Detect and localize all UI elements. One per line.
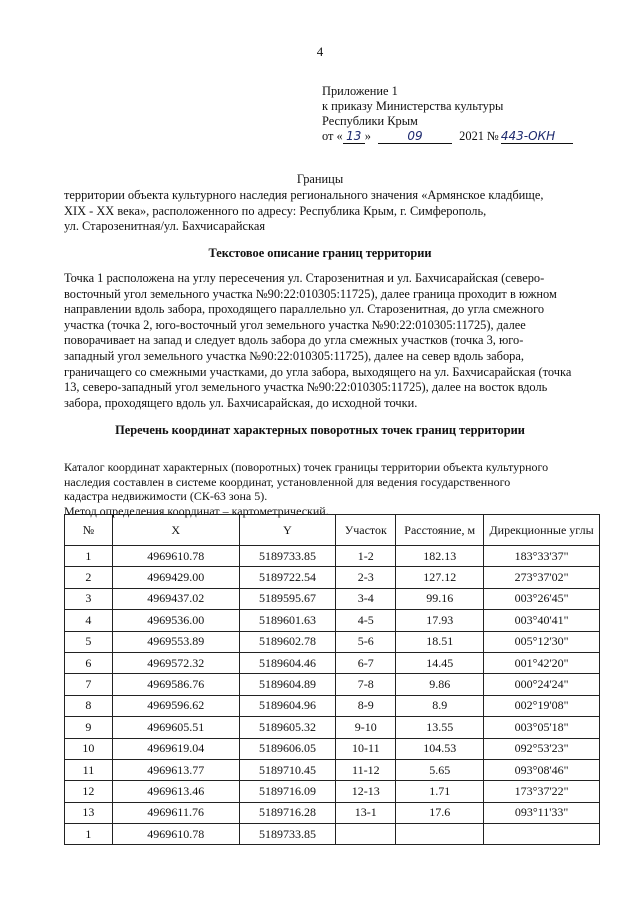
coordinates-table xyxy=(64,514,600,845)
cell-segment: 9-10 xyxy=(336,717,396,738)
cell-x: 4969596.62 xyxy=(112,695,239,716)
boundary-description xyxy=(64,271,594,411)
cell-x: 4969437.02 xyxy=(112,588,239,609)
catalog-line: наследия составлен в системе координат, установленной для ведения государственного xyxy=(64,474,511,489)
title-description xyxy=(64,188,594,235)
cell-bearing: 003°40'41" xyxy=(484,610,600,631)
cell-x: 4969610.78 xyxy=(112,546,239,567)
table-body xyxy=(65,546,600,845)
cell-x: 4969613.46 xyxy=(112,781,239,802)
header-number: № xyxy=(65,515,113,546)
cell-x: 4969429.00 xyxy=(112,567,239,588)
appendix-line-3: Республики Крым xyxy=(322,114,418,128)
cell-bearing: 003°26'45" xyxy=(484,588,600,609)
header-x: X xyxy=(112,515,239,546)
cell-number: 2 xyxy=(65,567,113,588)
cell-distance: 8.9 xyxy=(396,695,484,716)
header-segment: Участок xyxy=(336,515,396,546)
cell-bearing: 005°12'30" xyxy=(484,631,600,652)
cell-bearing: 092°53'23" xyxy=(484,738,600,759)
cell-segment: 2-3 xyxy=(336,567,396,588)
cell-distance: 1.71 xyxy=(396,781,484,802)
cell-segment: 11-12 xyxy=(336,759,396,780)
cell-segment: 3-4 xyxy=(336,588,396,609)
cell-bearing: 273°37'02" xyxy=(484,567,600,588)
cell-number: 6 xyxy=(65,652,113,673)
cell-y: 5189606.05 xyxy=(239,738,336,759)
cell-bearing: 093°08'46" xyxy=(484,759,600,780)
cell-x: 4969611.76 xyxy=(112,802,239,823)
cell-bearing: 003°05'18" xyxy=(484,717,600,738)
cell-y: 5189710.45 xyxy=(239,759,336,780)
description-line: направлении вдоль забора, проходящего параллельно ул. Старозенитная, до угла смежного xyxy=(64,302,545,317)
cell-number: 9 xyxy=(65,717,113,738)
cell-bearing: 002°19'08" xyxy=(484,695,600,716)
cell-distance xyxy=(396,824,484,845)
cell-segment: 4-5 xyxy=(336,610,396,631)
table-row xyxy=(65,824,600,845)
header-bearing: Дирекционные углы xyxy=(484,515,600,546)
description-line: граничащего со смежными участками, до угла забора, выходящего на ул. Бахчисарайская (точка xyxy=(64,364,572,379)
cell-x: 4969610.78 xyxy=(112,824,239,845)
page-number: 4 xyxy=(316,44,324,59)
cell-y: 5189604.46 xyxy=(239,652,336,673)
section-heading-description: Текстовое описание границ территории xyxy=(208,246,432,260)
table-row xyxy=(65,738,600,759)
cell-number: 12 xyxy=(65,781,113,802)
document-title: Границы xyxy=(296,172,344,186)
table-row xyxy=(65,588,600,609)
cell-distance: 9.86 xyxy=(396,674,484,695)
header-y: Y xyxy=(239,515,336,546)
description-line: поворачивает на запад и следует вдоль забора до угла смежных участков (точка 3, юго- xyxy=(64,333,524,348)
cell-segment: 10-11 xyxy=(336,738,396,759)
cell-segment xyxy=(336,824,396,845)
order-number: 443-ОКН xyxy=(501,130,573,144)
description-line: забора, проходящего вдоль ул. Бахчисарайская, до исходной точки. xyxy=(64,395,418,410)
cell-number: 4 xyxy=(65,610,113,631)
cell-distance: 18.51 xyxy=(396,631,484,652)
cell-y: 5189605.32 xyxy=(239,717,336,738)
cell-y: 5189733.85 xyxy=(239,824,336,845)
date-month: 09 xyxy=(378,130,452,144)
description-line: западный угол земельного участка №90:22:010305:11725), далее на север вдоль забора, xyxy=(64,348,524,363)
date-day: 13 xyxy=(343,130,365,144)
catalog-line: кадастра недвижимости (СК-63 зона 5). xyxy=(64,489,268,504)
cell-y: 5189601.63 xyxy=(239,610,336,631)
description-line: участка (точка 2, юго-восточный угол земельного участка №90:22:010305:11725), далее xyxy=(64,317,526,332)
cell-segment: 8-9 xyxy=(336,695,396,716)
header-distance: Расстояние, м xyxy=(396,515,484,546)
cell-distance: 14.45 xyxy=(396,652,484,673)
date-prefix: от « xyxy=(322,129,343,143)
cell-segment: 5-6 xyxy=(336,631,396,652)
cell-distance: 17.6 xyxy=(396,802,484,823)
table-row xyxy=(65,567,600,588)
table-row xyxy=(65,781,600,802)
cell-distance: 104.53 xyxy=(396,738,484,759)
description-line: восточный угол земельного участка №90:22:010305:11725), далее граница проходит в южном xyxy=(64,286,557,301)
cell-y: 5189716.28 xyxy=(239,802,336,823)
cell-number: 1 xyxy=(65,824,113,845)
appendix-line-2: к приказу Министерства культуры xyxy=(322,99,504,113)
section-heading-coordinates: Перечень координат характерных поворотных точек границ территории xyxy=(115,423,525,437)
description-line: Точка 1 расположена на углу пересечения ул. Старозенитная и ул. Бахчисарайская (северо- xyxy=(64,271,545,285)
catalog-line: Метод определения координат – картометрический. xyxy=(64,503,329,518)
appendix-block xyxy=(322,84,573,144)
cell-segment: 1-2 xyxy=(336,546,396,567)
cell-bearing xyxy=(484,824,600,845)
cell-bearing: 093°11'33" xyxy=(484,802,600,823)
cell-y: 5189604.96 xyxy=(239,695,336,716)
appendix-line-1: Приложение 1 xyxy=(322,84,398,98)
cell-x: 4969553.89 xyxy=(112,631,239,652)
cell-segment: 6-7 xyxy=(336,652,396,673)
cell-y: 5189604.89 xyxy=(239,674,336,695)
cell-segment: 12-13 xyxy=(336,781,396,802)
cell-distance: 5.65 xyxy=(396,759,484,780)
table-row xyxy=(65,674,600,695)
table-row xyxy=(65,631,600,652)
cell-segment: 13-1 xyxy=(336,802,396,823)
cell-x: 4969536.00 xyxy=(112,610,239,631)
cell-bearing: 001°42'20" xyxy=(484,652,600,673)
cell-distance: 182.13 xyxy=(396,546,484,567)
date-year: 2021 № xyxy=(459,129,499,143)
cell-segment: 7-8 xyxy=(336,674,396,695)
description-line: 13, северо-западный угол земельного участка №90:22:010305:11725), далее на восток вдоль xyxy=(64,380,548,395)
cell-number: 1 xyxy=(65,546,113,567)
cell-y: 5189602.78 xyxy=(239,631,336,652)
table-header-row xyxy=(65,515,600,546)
title-line-2: XIX - XX века», расположенного по адресу: Республика Крым, г. Симферополь, xyxy=(64,203,487,218)
table-row xyxy=(65,802,600,823)
cell-bearing: 000°24'24" xyxy=(484,674,600,695)
appendix-date-line xyxy=(322,129,573,144)
cell-number: 10 xyxy=(65,738,113,759)
cell-bearing: 183°33'37" xyxy=(484,546,600,567)
cell-y: 5189733.85 xyxy=(239,546,336,567)
cell-number: 5 xyxy=(65,631,113,652)
cell-number: 11 xyxy=(65,759,113,780)
table-row xyxy=(65,610,600,631)
cell-number: 3 xyxy=(65,588,113,609)
cell-distance: 17.93 xyxy=(396,610,484,631)
title-line-3: ул. Старозенитная/ул. Бахчисарайская xyxy=(64,219,266,234)
date-day-suffix: » xyxy=(364,129,371,143)
cell-y: 5189716.09 xyxy=(239,781,336,802)
table-row xyxy=(65,717,600,738)
table-row xyxy=(65,652,600,673)
cell-y: 5189595.67 xyxy=(239,588,336,609)
catalog-line: Каталог координат характерных (поворотных) точек границы территории объекта культурного xyxy=(64,460,549,474)
catalog-description xyxy=(64,460,604,518)
cell-distance: 99.16 xyxy=(396,588,484,609)
cell-distance: 127.12 xyxy=(396,567,484,588)
cell-bearing: 173°37'22" xyxy=(484,781,600,802)
cell-x: 4969605.51 xyxy=(112,717,239,738)
cell-number: 7 xyxy=(65,674,113,695)
cell-x: 4969613.77 xyxy=(112,759,239,780)
cell-x: 4969619.04 xyxy=(112,738,239,759)
table-row xyxy=(65,695,600,716)
cell-y: 5189722.54 xyxy=(239,567,336,588)
cell-number: 13 xyxy=(65,802,113,823)
table-row xyxy=(65,546,600,567)
title-line-1: территории объекта культурного наследия регионального значения «Армянское кладбище, xyxy=(64,188,544,202)
cell-distance: 13.55 xyxy=(396,717,484,738)
table-row xyxy=(65,759,600,780)
cell-number: 8 xyxy=(65,695,113,716)
cell-x: 4969572.32 xyxy=(112,652,239,673)
cell-x: 4969586.76 xyxy=(112,674,239,695)
